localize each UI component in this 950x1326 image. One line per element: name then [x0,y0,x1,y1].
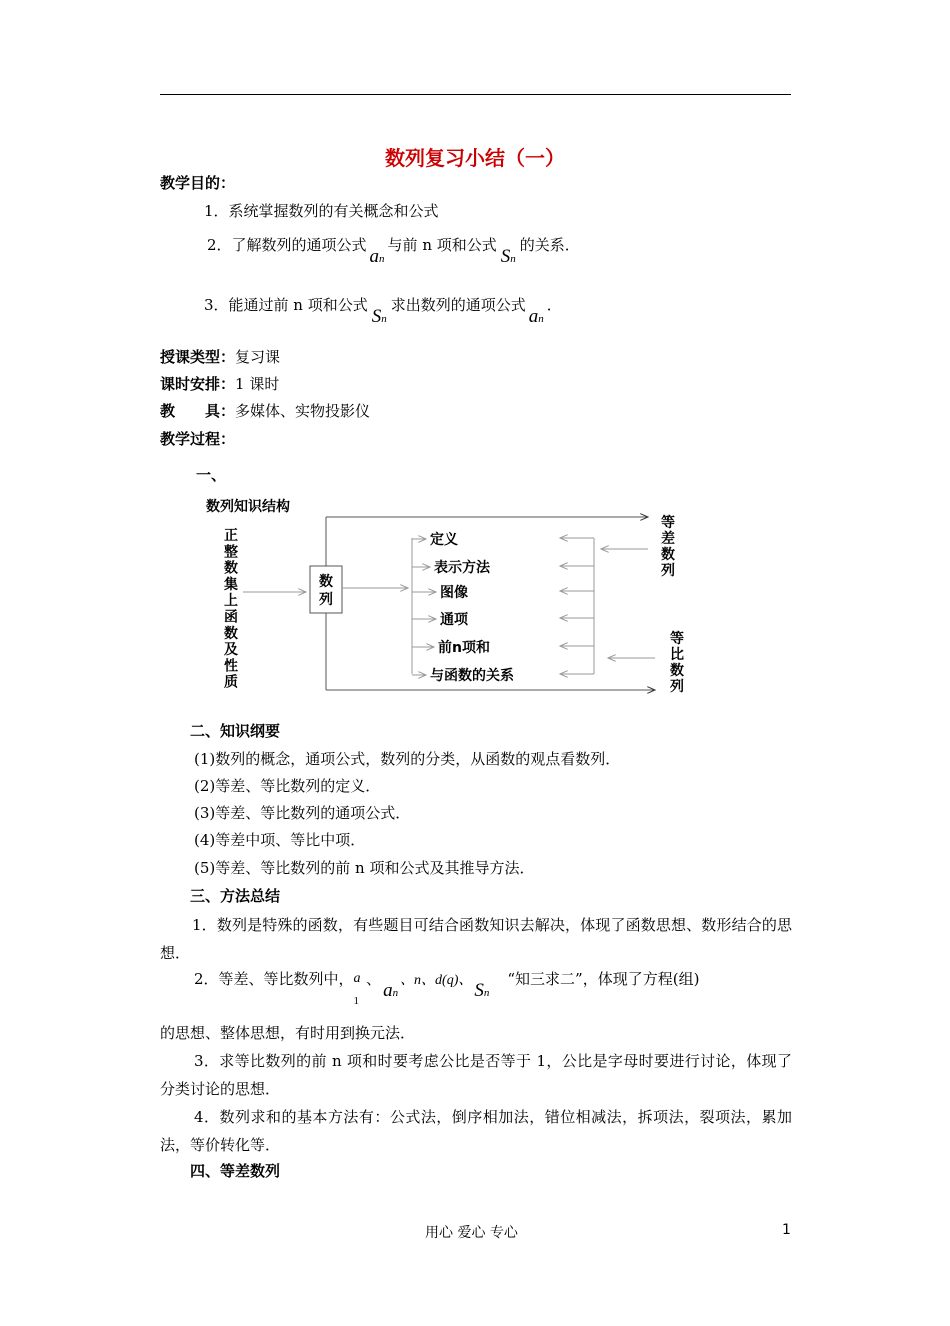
outline-item-1: (1)数列的概念，通项公式，数列的分类，从函数的观点看数列． [194,750,621,768]
purpose-label: 教学目的： [160,174,236,192]
arithmetic-label-char: 等 [661,515,675,531]
outline-item-3: (3)等差、等比数列的通项公式． [194,804,411,822]
page-title: 数列复习小结（一） [385,146,565,170]
diagram-items [430,531,514,684]
method-paragraph-2-line-2: 的思想、整体思想，有时用到换元法． [160,1024,416,1042]
section-4-heading: 四、等差数列 [190,1162,281,1180]
geometric-label-char: 比 [670,647,684,663]
geometric-label-char: 列 [670,679,684,695]
method-paragraph-3: 3．求等比数列的前 n 项和时要考虑公比是否等于 1，公比是字母时要进行讨论，体现了分类讨论的思想． [160,1052,792,1098]
page-number: 1 [782,1222,791,1238]
section-2-heading: 二、知识纲要 [190,722,281,740]
purpose-item-2: 2．了解数列的通项公式an与前 n 项和公式Sn的关系． [207,236,580,267]
purpose-item-3: 3．能通过前 n 项和公式Sn求出数列的通项公式an． [204,296,562,327]
left-label-char: 性 [224,658,238,675]
outline-item-5: (5)等差、等比数列的前 n 项和公式及其推导方法． [194,859,535,877]
left-label-char: 函 [224,609,238,626]
left-label-char: 上 [224,593,238,610]
course-type: 授课类型：复习课 [160,348,281,366]
diagram-item: 表示方法 [434,560,490,576]
outline-item-2: (2)等差、等比数列的定义． [194,777,381,795]
purpose-item-1: 1．系统掌握数列的有关概念和公式 [204,202,439,220]
center-label-char: 数 [319,574,333,590]
diagram-arithmetic-label [661,514,675,579]
left-label-char: 整 [224,544,238,561]
diagram-item: 定义 [430,532,458,548]
method-paragraph-4: 4．数列求和的基本方法有：公式法，倒序相加法，错位相减法，拆项法，裂项法，累加法，等价转化等． [160,1108,792,1154]
course-tools: 教 具：多媒体、实物投影仪 [160,402,371,420]
left-label-char: 数 [224,625,238,642]
left-label-char: 及 [224,642,238,659]
left-label-char: 质 [224,674,238,691]
geometric-label-char: 数 [670,663,684,679]
diagram-item: 前n项和 [438,640,490,656]
diagram-item: 图像 [440,585,468,601]
geometric-label-char: 等 [670,631,684,647]
diagram-geometric-label [670,630,684,695]
diagram-title: 数列知识结构 [206,499,290,515]
method-paragraph-1: 1．数列是特殊的函数，有些题目可结合函数知识去解决，体现了函数思想、数形结合的思想． [160,916,792,962]
diagram-center-label [319,573,333,608]
center-label-char: 列 [319,592,333,608]
section-3-heading: 三、方法总结 [190,887,281,905]
course-hours: 课时安排：1 课时 [160,375,280,393]
arithmetic-label-char: 差 [661,531,675,547]
diagram-item: 通项 [440,612,468,628]
left-label-char: 集 [224,576,238,593]
outline-item-4: (4)等差中项、等比中项． [194,831,366,849]
method-paragraph-2-line-1: 2．等差、等比数列中，$a_1$、an、n、d(q)、 Sn“知三求二”，体现了方程(组) [194,970,700,1007]
left-label-char: 正 [224,528,238,544]
diagram-left-label [224,528,239,691]
left-label-char: 数 [224,560,238,577]
arithmetic-label-char: 数 [661,547,675,563]
process-label: 教学过程： [160,430,236,448]
section-1-heading: 一、 [196,466,227,484]
arithmetic-label-char: 列 [661,563,675,579]
diagram-item: 与函数的关系 [430,668,514,684]
footer-slogan: 用心 爱心 专心 [425,1225,518,1241]
